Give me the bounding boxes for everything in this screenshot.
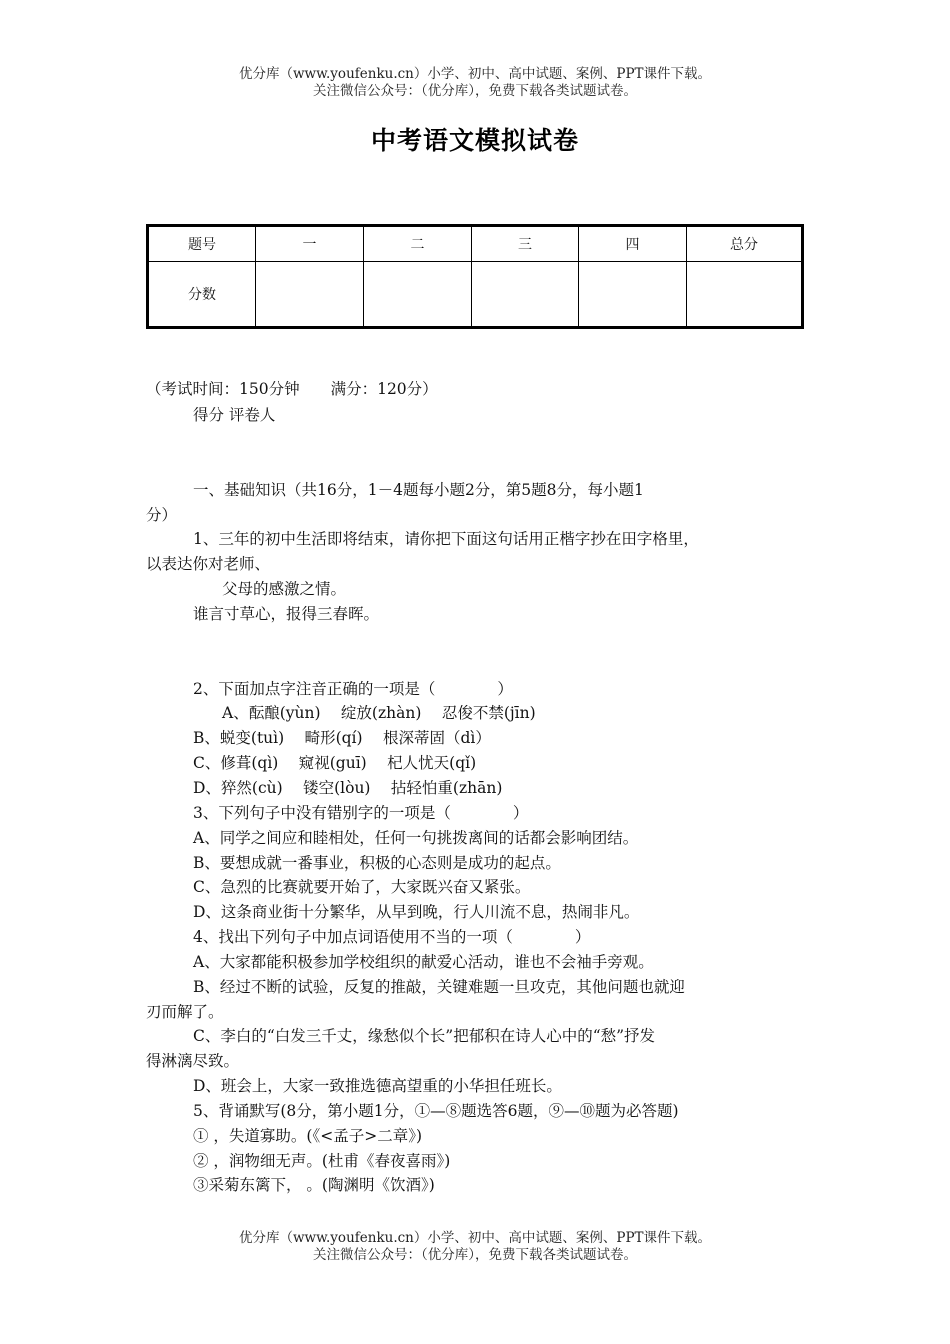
q2-stem: 2、下面加点字注音正确的一项是（ ） — [193, 680, 513, 698]
q4-option-cont: 得淋漓尽致。 — [146, 1052, 240, 1070]
score-row-label: 分数 — [148, 262, 256, 328]
footer-line-2: 关注微信公众号：（优分库），免费下载各类试题试卷。 — [313, 1247, 637, 1263]
q1-quote: 谁言寸草心，报得三春晖。 — [193, 605, 380, 623]
score-table-header: 四 — [579, 226, 687, 262]
page-header — [0, 66, 950, 100]
q2-option: D、猝然(cù) 镂空(lòu) 拈轻怕重(zhān) — [193, 779, 503, 797]
q4-option: A、大家都能积极参加学校组织的献爱心活动，谁也不会袖手旁观。 — [193, 953, 654, 971]
score-table-header-row — [148, 226, 803, 262]
section-heading: 一、基础知识（共16分，1－4题每小题2分，第5题8分，每小题1 — [193, 481, 644, 499]
score-table-header: 一 — [256, 226, 364, 262]
q4-option: C、李白的“白发三千丈，缘愁似个长”把郁积在诗人心中的“愁”抒发 — [193, 1027, 656, 1045]
section-heading-cont: 分） — [146, 506, 178, 524]
exam-info: （考试时间：150分钟 满分：120分） — [146, 380, 438, 398]
q4-option-cont: 刃而解了。 — [146, 1003, 224, 1021]
q3-option: A、同学之间应和睦相处，任何一句挑拨离间的话都会影响团结。 — [193, 829, 639, 847]
q5-stem: 5、背诵默写(8分，第小题1分，①—⑧题选答6题，⑨—⑩题为必答题) — [193, 1102, 679, 1120]
q1-stem: 1、三年的初中生活即将结束，请你把下面这句话用正楷字抄在田字格里， — [193, 530, 699, 548]
q5-item: ③采菊东篱下， 。(陶渊明《饮酒》) — [193, 1176, 435, 1194]
score-table-header: 总分 — [687, 226, 803, 262]
header-line-1: 优分库（www.youfenku.cn）小学、初中、高中试题、案例、PPT课件下载。 — [238, 66, 712, 82]
score-table-header: 二 — [364, 226, 472, 262]
score-cell — [579, 262, 687, 328]
q1-stem-cont: 以表达你对老师、 — [146, 555, 271, 573]
score-table-header: 三 — [472, 226, 579, 262]
q1-stem-cont2: 父母的感激之情。 — [222, 580, 347, 598]
score-table — [146, 224, 804, 329]
q2-option: B、蜕变(tuì) 畸形(qí) 根深蒂固（dì） — [193, 729, 491, 747]
q3-option: C、急烈的比赛就要开始了，大家既兴奋又紧张。 — [193, 878, 531, 896]
score-table-score-row — [148, 262, 803, 328]
score-cell — [364, 262, 472, 328]
footer-line-1: 优分库（www.youfenku.cn）小学、初中、高中试题、案例、PPT课件下载。 — [238, 1230, 712, 1246]
page-footer — [0, 1230, 950, 1264]
q4-option: D、班会上，大家一致推选德高望重的小华担任班长。 — [193, 1077, 562, 1095]
score-table-header: 题号 — [148, 226, 256, 262]
q4-option: B、经过不断的试验，反复的推敲，关键难题一旦攻克，其他问题也就迎 — [193, 978, 685, 996]
score-cell — [256, 262, 364, 328]
q5-item: ① ，失道寡助。(《<孟子>二章》) — [193, 1127, 422, 1145]
q3-stem: 3、下列句子中没有错别字的一项是（ ） — [193, 804, 529, 822]
q2-option: C、修葺(qì) 窥视(guī) 杞人忧天(qǐ) — [193, 754, 477, 772]
q2-option: A、酝酿(yùn) 绽放(zhàn) 忍俊不禁(jīn) — [222, 704, 536, 722]
score-cell — [472, 262, 579, 328]
q4-stem: 4、找出下列句子中加点词语使用不当的一项（ ） — [193, 928, 591, 946]
header-line-2: 关注微信公众号：（优分库），免费下载各类试题试卷。 — [313, 83, 637, 99]
q3-option: D、这条商业街十分繁华，从早到晚，行人川流不息，热闹非凡。 — [193, 903, 640, 921]
q5-item: ② ，润物细无声。(杜甫《春夜喜雨》) — [193, 1152, 451, 1170]
score-cell — [687, 262, 803, 328]
grader-label: 得分 评卷人 — [193, 406, 276, 424]
q3-option: B、要想成就一番事业，积极的心态则是成功的起点。 — [193, 854, 561, 872]
page-title: 中考语文模拟试卷 — [370, 126, 579, 155]
